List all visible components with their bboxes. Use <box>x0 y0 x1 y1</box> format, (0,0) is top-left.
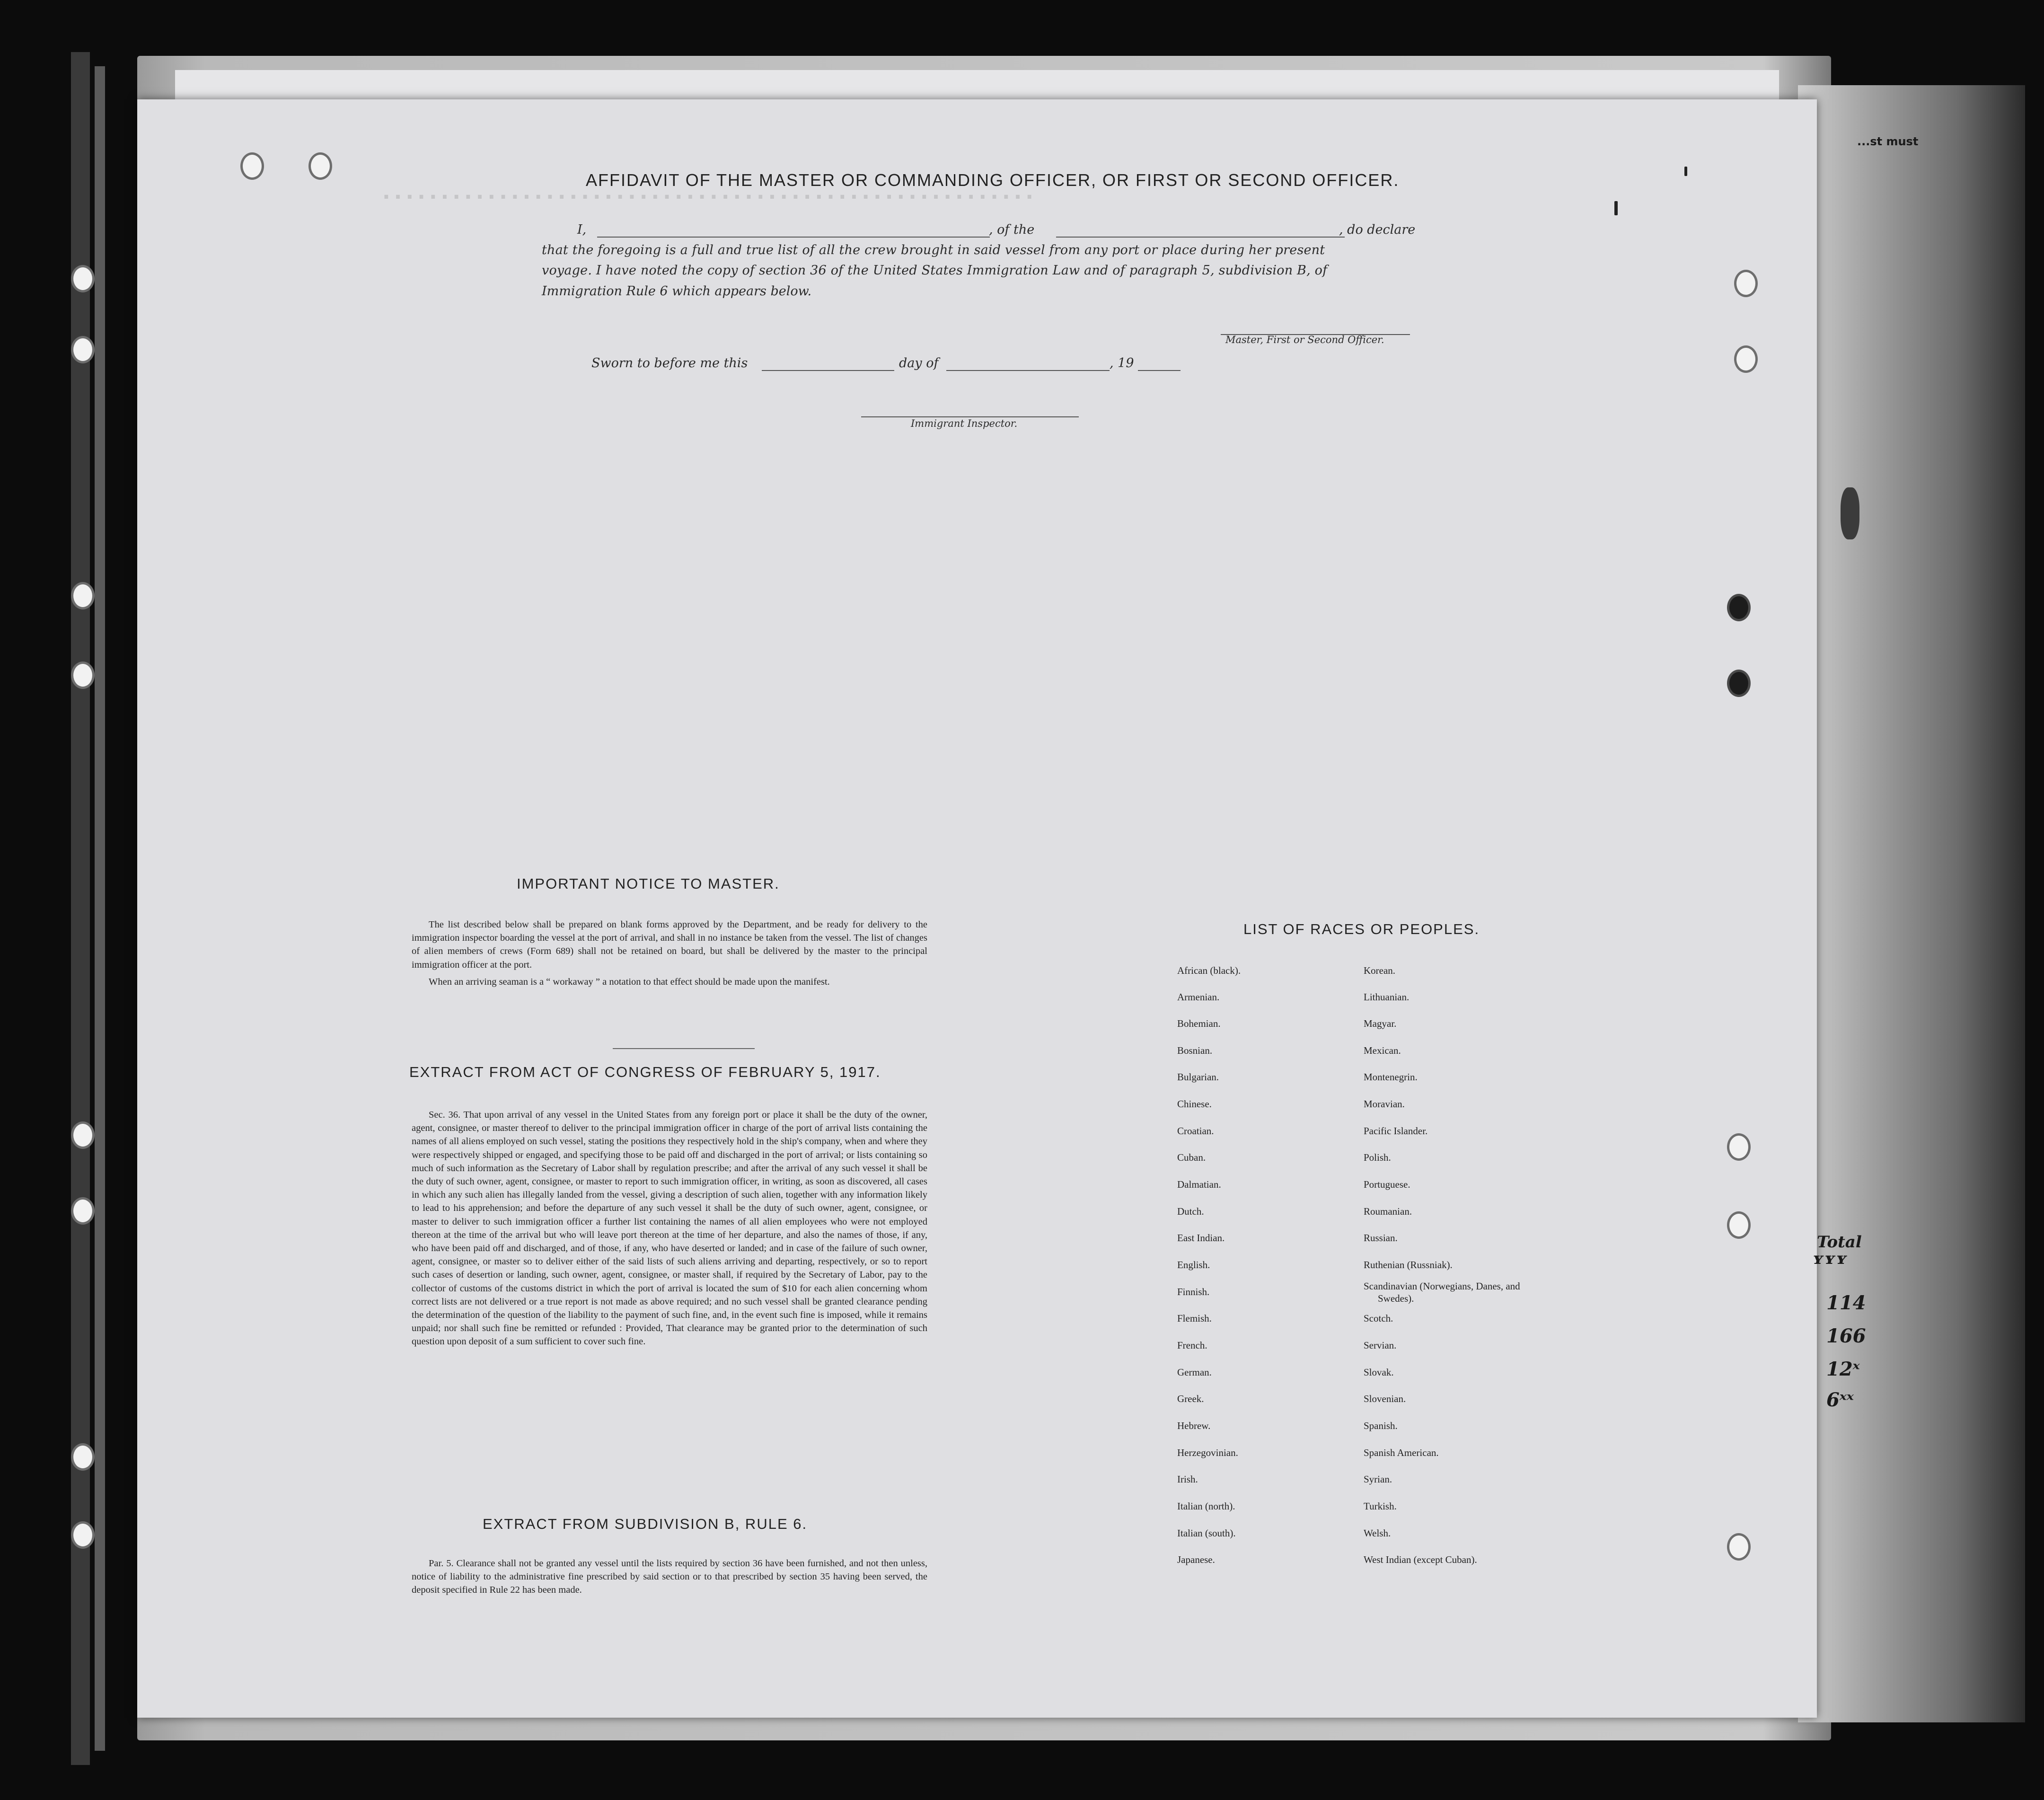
notice-paragraph-1: The list described below shall be prepared on blank forms approved by the Department, and be ready for delivery to the immigration inspector boarding the vessel at the port of arrival, and shall in no instance be taken from the vessel. The list of changes of alien members of crews (Form 689) shall not be retained on board, but shall be delivered by the master to the principal immigration officer at the port. <box>412 919 927 970</box>
ink-speck <box>1614 201 1618 215</box>
separator <box>613 1048 755 1049</box>
race-item: Armenian. <box>1177 991 1220 1003</box>
punch-hole-icon <box>1727 594 1751 621</box>
affidavit-line-3: voyage. I have noted the copy of section 36 of the United States Immigration Law and of paragraph 5, subdivision B, of <box>542 263 1328 278</box>
inspector-signature-field[interactable] <box>861 416 1079 417</box>
race-item: Bulgarian. <box>1177 1071 1219 1083</box>
punch-hole-icon <box>1727 1133 1751 1161</box>
race-item: Servian. <box>1364 1340 1397 1351</box>
affidavit-line-2: that the foregoing is a full and true list of all the crew brought in said vessel from any port or place during her present <box>542 243 1325 257</box>
affidavit-of-the: , of the <box>989 222 1035 237</box>
right-page-edge <box>1798 85 2025 1722</box>
affidavit-line-4: Immigration Rule 6 which appears below. <box>542 284 812 299</box>
punch-hole-icon <box>71 582 95 609</box>
race-item: Finnish. <box>1177 1286 1210 1297</box>
race-item: West Indian (except Cuban). <box>1364 1554 1477 1565</box>
total-mark: 6ˣˣ <box>1826 1389 1854 1411</box>
ink-speck <box>1841 487 1859 539</box>
race-item: Russian. <box>1364 1232 1398 1244</box>
total-mark: ʏʏʏ <box>1812 1249 1848 1268</box>
race-item: Turkish. <box>1364 1500 1397 1512</box>
race-item: East Indian. <box>1177 1232 1225 1244</box>
sworn-month-field[interactable] <box>946 370 1110 371</box>
affidavit-title: AFFIDAVIT OF THE MASTER OR COMMANDING OFFICER, OR FIRST OR SECOND OFFICER. <box>586 170 1400 190</box>
inspector-label: Immigrant Inspector. <box>911 418 1018 429</box>
punch-hole-icon <box>1727 1211 1751 1239</box>
race-item: Slovak. <box>1364 1367 1394 1378</box>
race-item: Polish. <box>1364 1152 1391 1163</box>
extract-act-title: EXTRACT FROM ACT OF CONGRESS OF FEBRUARY 5, 1917. <box>409 1064 881 1080</box>
punch-hole-icon <box>1734 270 1758 297</box>
race-item: Slovenian. <box>1364 1393 1406 1404</box>
section-36-text: Sec. 36. That upon arrival of any vessel in the United States from any foreign port or place it shall be the duty of the owner, agent, consignee, or master thereof to deliver to the principal immigration officer in charge of the port of arrival lists containing the names of all aliens employed on such vessel, stating the positions they respectively hold in the ship's company, when and where they were respectively shipped or engaged, and specifying those to be paid off and discharged in the port of arrival; or lists containing so much of such information as the Secretary of Labor shall by regulation prescribe; and after the arrival of any such vessel it shall be the duty of such owner, agent, consignee, or master to report to such immigration officer, in writing, as soon as discovered, all cases in which any such alien has illegally landed from the vessel, giving a description of such alien, together with any information likely to lead to his apprehension; and before the departure of any such vessel it shall be the duty of such owner, agent, consignee, or master to deliver to such immigration officer a further list containing the names of all alien employees who were not employed thereon at the time of the arrival but who will leave port thereon at the time of her departure, and also the names of those, if any, who have been paid off and discharged, and of those, if any, who have deserted or landed; and in case of the failure of such owner, agent, consignee, or master so to deliver either of the said lists of such aliens arriving and departing, respectively, or so to report such cases of desertion or landing, such owner, agent, consignee, or master shall, if required by the Secretary of Labor, pay to the collector of customs of the customs district in which the port of arrival is located the sum of $10 for each alien concerning whom correct lists are not delivered or a true report is not made as above required; and no such vessel shall be granted clearance pending the determination of the question of the liability to the payment of such fine, and, in the event such fine is imposed, while it remains unpaid; nor shall such fine be remitted or refunded : Provided, That clearance may be granted prior to the determination of such question upon deposit of a sum sufficient to cover such fine. <box>412 1110 927 1347</box>
race-item: Hebrew. <box>1177 1420 1211 1431</box>
race-item: Portuguese. <box>1364 1179 1410 1190</box>
race-item: Mexican. <box>1364 1045 1401 1056</box>
race-item: Cuban. <box>1177 1152 1206 1163</box>
race-item: Dalmatian. <box>1177 1179 1221 1190</box>
paragraph-5-text: Par. 5. Clearance shall not be granted any vessel until the lists required by section 36 have been furnished, and not then unless, notice of liability to the administrative fine prescribed by said section or to that prescribed by section 35 having been served, the deposit specified in Rule 22 has been made. <box>412 1558 927 1596</box>
race-item: Croatian. <box>1177 1125 1214 1137</box>
backdrop-streak <box>95 66 105 1751</box>
race-item: Ruthenian (Russniak). <box>1364 1259 1453 1271</box>
extract-rule-body <box>412 1557 927 1597</box>
show-through-text: ........................................................ <box>379 180 1034 204</box>
race-item: Syrian. <box>1364 1474 1392 1485</box>
total-mark: 12ˣ <box>1826 1358 1860 1380</box>
race-item: Spanish American. <box>1364 1447 1439 1458</box>
punch-hole-icon <box>71 1521 95 1549</box>
race-item: English. <box>1177 1259 1210 1271</box>
punch-hole-icon <box>71 265 95 292</box>
punch-hole-icon <box>71 662 95 689</box>
punch-hole-icon <box>71 336 95 363</box>
race-item: French. <box>1177 1340 1207 1351</box>
sworn-year-field[interactable] <box>1138 370 1181 371</box>
race-item: Spanish. <box>1364 1420 1398 1431</box>
sworn-text: Sworn to before me this <box>591 356 748 371</box>
races-title: LIST OF RACES OR PEOPLES. <box>1243 921 1480 937</box>
race-item: Pacific Islander. <box>1364 1125 1428 1137</box>
race-item: Magyar. <box>1364 1018 1397 1029</box>
race-item: Chinese. <box>1177 1098 1212 1110</box>
race-item: Bosnian. <box>1177 1045 1213 1056</box>
punch-hole-icon <box>1727 1533 1751 1561</box>
backdrop-streak <box>71 52 90 1765</box>
ink-speck <box>1684 167 1687 176</box>
race-item: Korean. <box>1364 965 1396 976</box>
document-page <box>137 99 1817 1718</box>
punch-hole-icon <box>1727 670 1751 697</box>
race-item: Japanese. <box>1177 1554 1215 1565</box>
punch-hole-icon <box>240 152 264 180</box>
race-item: Flemish. <box>1177 1313 1212 1324</box>
punch-hole-icon <box>308 152 332 180</box>
race-item: Bohemian. <box>1177 1018 1221 1029</box>
race-item: Italian (north). <box>1177 1500 1235 1512</box>
race-item: Montenegrin. <box>1364 1071 1418 1083</box>
race-item: Herzegovinian. <box>1177 1447 1238 1458</box>
affidavit-i: I, <box>577 222 587 237</box>
punch-hole-icon <box>71 1443 95 1471</box>
race-item: Welsh. <box>1364 1527 1391 1539</box>
affidavit-do-declare: , do declare <box>1339 222 1416 237</box>
sworn-day-field[interactable] <box>762 370 894 371</box>
total-label: Total <box>1817 1233 1862 1252</box>
punch-hole-icon <box>1734 345 1758 373</box>
race-item: German. <box>1177 1367 1212 1378</box>
punch-hole-icon <box>71 1197 95 1225</box>
race-item: Dutch. <box>1177 1206 1204 1217</box>
notice-body <box>412 918 927 988</box>
race-item: Scandinavian (Norwegians, Danes, and Swedes). <box>1364 1280 1520 1304</box>
race-item: Roumanian. <box>1364 1206 1412 1217</box>
extract-act-body <box>412 1108 927 1349</box>
year-text: , 19 <box>1110 356 1134 371</box>
total-mark: 166 <box>1826 1325 1866 1347</box>
notice-paragraph-2: When an arriving seaman is a “ workaway ” a notation to that effect should be made upon the manifest. <box>429 976 830 987</box>
notice-title: IMPORTANT NOTICE TO MASTER. <box>517 875 780 892</box>
race-item: Greek. <box>1177 1393 1204 1404</box>
race-item: Italian (south). <box>1177 1527 1236 1539</box>
extract-rule-title: EXTRACT FROM SUBDIVISION B, RULE 6. <box>483 1516 808 1532</box>
race-item: Moravian. <box>1364 1098 1405 1110</box>
race-item: Irish. <box>1177 1474 1198 1485</box>
master-signature-label: Master, First or Second Officer. <box>1225 334 1384 345</box>
master-name-field[interactable] <box>597 237 990 238</box>
margin-top-text: ...st must <box>1857 135 1919 148</box>
total-mark: 114 <box>1826 1292 1866 1314</box>
vessel-name-field[interactable] <box>1056 237 1345 238</box>
punch-hole-icon <box>71 1121 95 1149</box>
race-item: African (black). <box>1177 965 1241 976</box>
race-item: Scotch. <box>1364 1313 1393 1324</box>
race-item: Lithuanian. <box>1364 991 1410 1003</box>
day-of-text: day of <box>899 356 939 371</box>
